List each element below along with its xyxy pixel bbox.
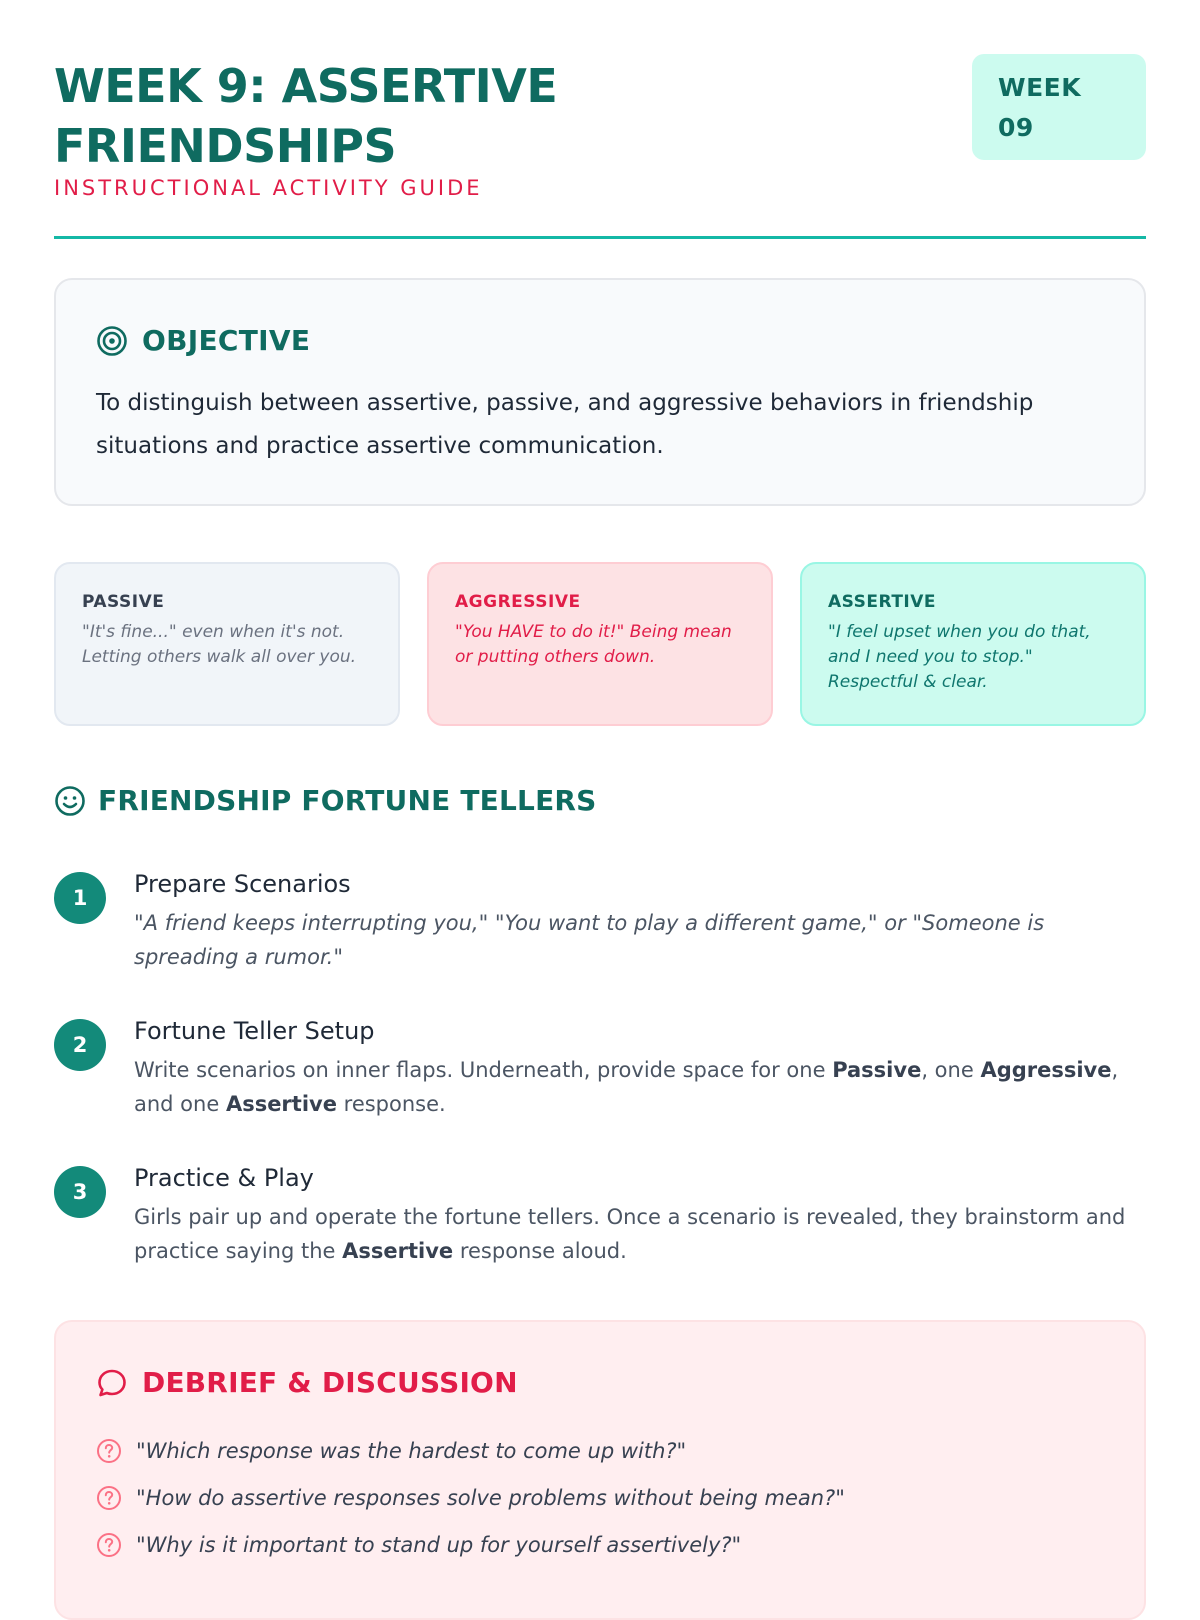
step-text: "A friend keeps interrupting you," "You want to play a different game," or "Someone is spreading a rumor." — [134, 911, 1045, 969]
debrief-panel — [54, 1320, 1146, 1620]
question-circle-icon — [96, 1438, 122, 1464]
assertive-card-title: ASSERTIVE — [828, 592, 937, 612]
step-text: Write scenarios on inner flaps. Underneath, provide space for one Passive, one Aggressive, and one Assertive response. — [134, 1058, 1119, 1116]
step-title: Practice & Play — [134, 1164, 314, 1192]
page-title: WEEK 9: ASSERTIVE FRIENDSHIPS — [54, 59, 558, 173]
speech-bubble-icon — [96, 1367, 128, 1399]
page — [54, 0, 1146, 1600]
question-item — [96, 1438, 686, 1464]
aggressive-card-text: "You HAVE to do it!" Being mean or putting others down. — [455, 622, 732, 667]
step-title: Prepare Scenarios — [134, 870, 351, 898]
objective-title: OBJECTIVE — [142, 324, 311, 357]
week-badge-label: WEEK — [998, 73, 1082, 102]
objective-heading — [96, 324, 310, 357]
activity-title: FRIENDSHIP FORTUNE TELLERS — [98, 784, 597, 817]
question-circle-icon — [96, 1485, 122, 1511]
question-text: "How do assertive responses solve problems without being mean?" — [136, 1486, 845, 1510]
question-text: "Which response was the hardest to come up with?" — [136, 1439, 687, 1463]
question-circle-icon — [96, 1532, 122, 1558]
passive-card-text: "It's fine..." even when it's not. Letting others walk all over you. — [82, 622, 357, 667]
objective-text: To distinguish between assertive, passive, and aggressive behaviors in friendship situations and practice assertive communication. — [96, 390, 1034, 459]
assertive-card-text: "I feel upset when you do that, and I need you to stop." Respectful & clear. — [828, 622, 1091, 692]
aggressive-card — [427, 562, 773, 726]
step-title: Fortune Teller Setup — [134, 1017, 375, 1045]
step-number: 2 — [54, 1019, 106, 1071]
step-number: 1 — [54, 872, 106, 924]
question-item — [96, 1532, 741, 1558]
smiley-icon — [54, 785, 86, 817]
step-text: Girls pair up and operate the fortune tellers. Once a scenario is revealed, they brainstorm and practice saying the Assertive response aloud. — [134, 1205, 1126, 1263]
passive-card — [54, 562, 400, 726]
activity-heading — [54, 784, 597, 817]
objective-panel — [54, 278, 1146, 506]
week-badge — [972, 54, 1146, 160]
question-item — [96, 1485, 845, 1511]
week-badge-number: 09 — [998, 113, 1034, 142]
header — [54, 52, 1146, 239]
debrief-heading — [96, 1366, 518, 1399]
question-text: "Why is it important to stand up for yourself assertively?" — [136, 1533, 742, 1557]
passive-card-title: PASSIVE — [82, 592, 165, 612]
debrief-title: DEBRIEF & DISCUSSION — [142, 1366, 518, 1399]
assertive-card — [800, 562, 1146, 726]
page-subtitle: INSTRUCTIONAL ACTIVITY GUIDE — [54, 176, 483, 200]
target-icon — [96, 325, 128, 357]
aggressive-card-title: AGGRESSIVE — [455, 592, 581, 612]
step-number: 3 — [54, 1166, 106, 1218]
